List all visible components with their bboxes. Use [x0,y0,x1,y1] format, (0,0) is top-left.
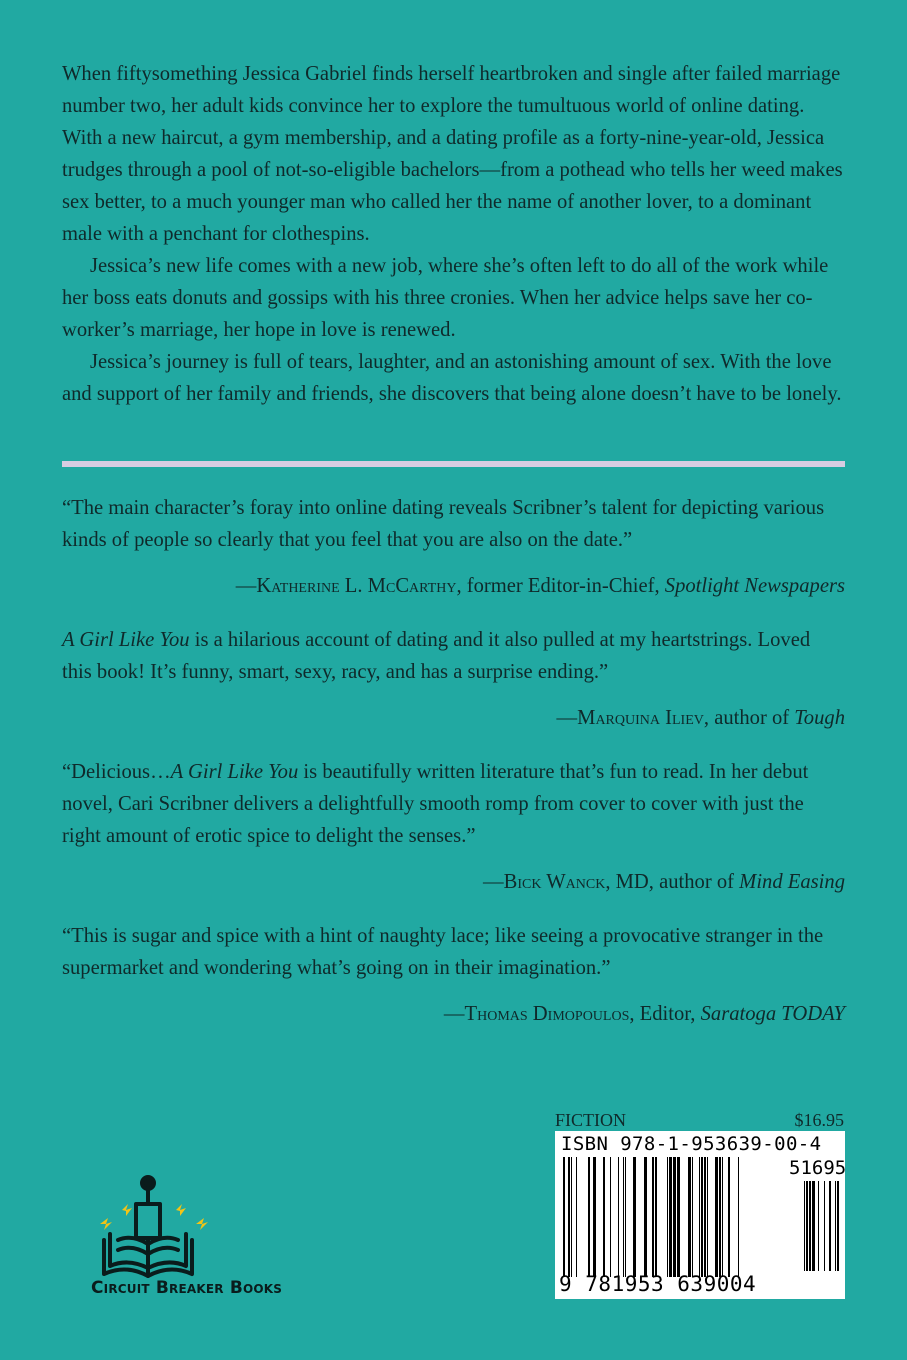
endorser-name: Marquina Iliev [577,707,704,729]
endorser-publication: Tough [794,707,845,729]
quote-text: “This is sugar and spice with a hint of naughty lace; like seeing a provocative stranger in the supermarket and wondering what’s going on in their imagination.” [62,925,824,979]
endorsement-quote-3 [62,756,845,852]
quote-text: “The main character’s foray into online dating reveals Scribner’s talent for depicting various kinds of people so clearly that you feel that you are also on the date.” [62,497,825,551]
category-label: FICTION [555,1110,626,1130]
endorser-name: Bick Wanck [503,871,606,893]
endorser-role: , MD, author of [605,871,740,893]
endorsement-quote-1 [62,492,845,556]
attribution-dash: — [556,707,578,729]
endorsement-attribution-2 [62,702,845,734]
endorsement-quote-2 [62,624,845,688]
attribution-dash: — [443,1003,465,1025]
publisher-name: Circuit Breaker Books [91,1278,283,1298]
blurb-paragraph-3: Jessica’s journey is full of tears, laughter, and an astonishing amount of sex. With the love and support of her family and friends, she discovers that being alone doesn’t have to be lonely. [62,351,842,405]
endorser-publication: Mind Easing [739,871,845,893]
endorsement-attribution-1 [62,570,845,602]
isbn-text: ISBN 978-1-953639-00-4 [561,1133,822,1155]
endorsement-attribution-4 [62,998,845,1030]
endorser-publication: Spotlight Newspapers [664,575,845,597]
endorser-name: Katherine L. McCarthy [256,575,457,597]
attribution-dash: — [483,871,504,893]
price-code: 51695 [789,1157,847,1179]
retail-info [555,1109,844,1131]
price-label: $16.95 [794,1110,844,1130]
divider-rule [62,461,845,467]
endorser-publication: Saratoga TODAY [700,1003,845,1025]
blurb-paragraph-1: When fiftysomething Jessica Gabriel finds herself heartbroken and single after failed marriage number two, her adult kids convince her to explore the tumultuous world of online dating. With a new haircut, a gym membership, and a dating profile as a forty-nine-year-old, Jessica trudges through a pool of not-so-eligible bachelors—from a pothead who tells her weed makes sex better, to a much younger man who called her the name of another lover, to a dominant male with a penchant for clothespins. [62,63,843,245]
quote-lead: “Delicious… [62,761,171,783]
attribution-dash: — [235,575,257,597]
endorsement-attribution-3 [62,866,845,898]
quote-text: is beautifully written literature that’s fun to read. In her debut novel, Cari Scribner delivers a delightfully smooth romp from cover to cover with just the right amount of erotic spice to delight the senses.” [62,761,809,847]
quote-text: is a hilarious account of dating and it also pulled at my heartstrings. Loved this book! It’s funny, smart, sexy, racy, and has a surprise ending.” [62,629,811,683]
endorser-role: , author of [703,707,795,729]
endorser-role: , former Editor-in-Chief, [456,575,665,597]
endorsement-quote-4 [62,920,845,984]
book-title: A Girl Like You [170,761,299,783]
endorser-name: Thomas Dimopoulos [464,1003,630,1025]
book-blurb [62,58,847,410]
blurb-paragraph-2: Jessica’s new life comes with a new job, where she’s often left to do all of the work while her boss eats donuts and gossips with his three cronies. When her advice helps save her co-worker’s marriage, her hope in love is renewed. [62,255,829,341]
book-title: A Girl Like You [62,629,190,651]
endorser-role: , Editor, [629,1003,701,1025]
isbn-barcode [555,1131,845,1299]
ean-number: 9 781953 639004 [559,1272,757,1296]
endorsements [62,492,845,1052]
